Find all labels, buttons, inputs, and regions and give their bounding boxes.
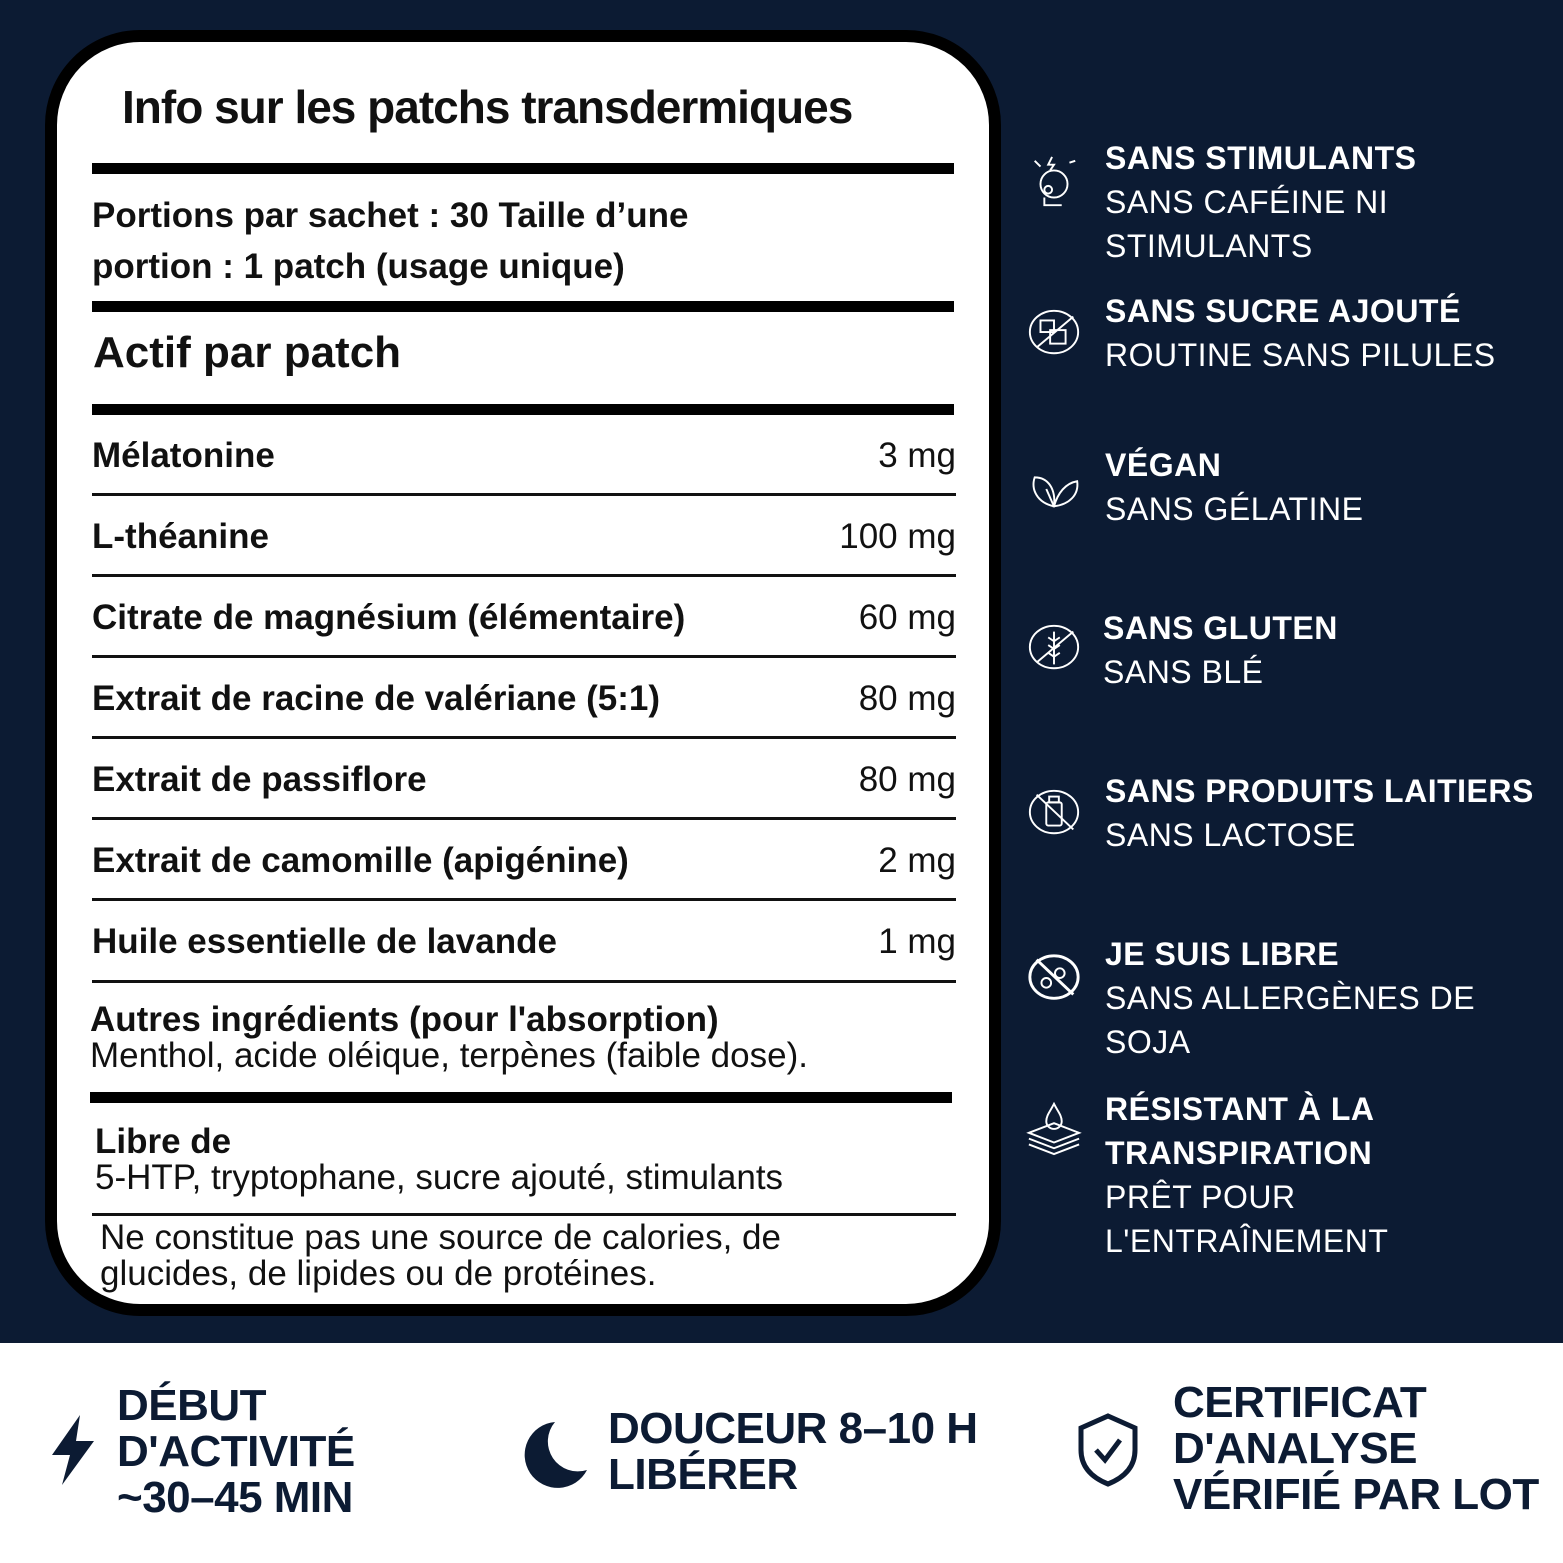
ingredient-name: Extrait de camomille (apigénine) [92, 841, 629, 880]
active-heading: Actif par patch [93, 328, 402, 377]
free-heading: Libre de [95, 1122, 232, 1161]
divider [92, 1213, 956, 1216]
feature-title: SANS GLUTEN [1103, 610, 1338, 646]
other-ingredients [90, 1002, 808, 1074]
divider [92, 163, 954, 174]
ingredient-name: Mélatonine [92, 436, 275, 475]
feature-title: RÉSISTANT À LA [1105, 1091, 1375, 1127]
divider [92, 574, 956, 577]
serving-info [92, 190, 688, 292]
bottom-line: D'ANALYSE [1173, 1424, 1417, 1473]
ingredient-row [92, 841, 956, 881]
panel-title: Info sur les patchs transdermiques [122, 81, 853, 133]
ingredient-amount: 100 mg [839, 517, 956, 556]
no-dairy-icon [1026, 785, 1082, 841]
ingredient-row [92, 679, 956, 719]
leaf-icon [1026, 460, 1082, 516]
bottom-line: DOUCEUR 8–10 H [608, 1404, 978, 1453]
ingredient-name: Citrate de magnésium (élémentaire) [92, 598, 686, 637]
ingredient-amount: 1 mg [878, 922, 956, 961]
bottom-line: VÉRIFIÉ PAR LOT [1173, 1470, 1539, 1519]
no-gluten-icon [1026, 620, 1082, 676]
nutrition-note [100, 1220, 781, 1292]
feature-item [1103, 606, 1338, 694]
feature-title: JE SUIS LIBRE [1105, 936, 1340, 972]
ingredient-amount: 80 mg [858, 679, 956, 718]
serving-line: Portions par sachet : 30 Taille d’une [92, 196, 689, 235]
free-text: 5-HTP, tryptophane, sucre ajouté, stimulants [95, 1158, 784, 1197]
divider [92, 493, 956, 496]
feature-title: VÉGAN [1105, 447, 1222, 483]
moon-icon [523, 1420, 589, 1488]
feature-subtitle: SANS CAFÉINE NI [1105, 184, 1389, 220]
no-sugar-icon [1026, 305, 1082, 361]
feature-item [1105, 932, 1475, 1064]
ingredient-row [92, 598, 956, 638]
sweat-resistant-icon [1026, 1100, 1082, 1156]
feature-item [1105, 443, 1363, 531]
feature-subtitle: SANS LACTOSE [1105, 817, 1356, 853]
feature-subtitle: SOJA [1105, 1024, 1191, 1060]
ingredient-name: L-théanine [92, 517, 269, 556]
divider [92, 980, 956, 983]
bottom-line: CERTIFICAT [1173, 1378, 1427, 1427]
bottom-certificate [1173, 1380, 1539, 1518]
feature-title: SANS PRODUITS LAITIERS [1105, 773, 1534, 809]
other-text: Menthol, acide oléique, terpènes (faible dose). [90, 1036, 808, 1075]
ingredient-name: Extrait de racine de valériane (5:1) [92, 679, 661, 718]
other-heading: Autres ingrédients (pour l'absorption) [90, 1000, 719, 1039]
shield-check-icon [1075, 1412, 1141, 1488]
divider [92, 301, 954, 312]
bottom-onset [117, 1383, 355, 1521]
feature-subtitle: SANS GÉLATINE [1105, 491, 1364, 527]
note-line: Ne constitue pas une source de calories, de [100, 1218, 781, 1257]
feature-subtitle: L'ENTRAÎNEMENT [1105, 1223, 1389, 1259]
divider [90, 1092, 952, 1103]
ingredient-row [92, 760, 956, 800]
free-from [95, 1124, 783, 1196]
feature-item [1105, 769, 1534, 857]
brain-stimulant-icon [1026, 155, 1082, 211]
divider [92, 898, 956, 901]
divider [92, 655, 956, 658]
note-line: glucides, de lipides ou de protéines. [100, 1254, 657, 1293]
feature-subtitle: STIMULANTS [1105, 228, 1313, 264]
divider [92, 736, 956, 739]
ingredient-name: Huile essentielle de lavande [92, 922, 557, 961]
feature-item [1105, 1087, 1388, 1263]
bottom-line: DÉBUT [117, 1381, 267, 1430]
bottom-line: ~30–45 MIN [117, 1473, 353, 1522]
ingredient-amount: 60 mg [858, 598, 956, 637]
ingredient-name: Extrait de passiflore [92, 760, 427, 799]
ingredient-row [92, 436, 956, 476]
bottom-line: LIBÉRER [608, 1450, 798, 1499]
feature-subtitle: SANS BLÉ [1103, 654, 1264, 690]
feature-item [1105, 289, 1496, 377]
ingredient-amount: 80 mg [858, 760, 956, 799]
feature-title: SANS STIMULANTS [1105, 140, 1417, 176]
feature-subtitle: PRÊT POUR [1105, 1179, 1296, 1215]
feature-subtitle: SANS ALLERGÈNES DE [1105, 980, 1476, 1016]
divider [92, 404, 954, 415]
lightning-icon [50, 1415, 96, 1485]
ingredient-amount: 2 mg [878, 841, 956, 880]
ingredient-row [92, 517, 956, 557]
bottom-release [608, 1406, 978, 1498]
feature-item [1105, 136, 1417, 268]
ingredient-row [92, 922, 956, 962]
divider [92, 817, 956, 820]
feature-title: TRANSPIRATION [1105, 1135, 1373, 1171]
ingredient-amount: 3 mg [878, 436, 956, 475]
serving-line: portion : 1 patch (usage unique) [92, 247, 625, 286]
feature-subtitle: ROUTINE SANS PILULES [1105, 337, 1496, 373]
bottom-line: D'ACTIVITÉ [117, 1427, 355, 1476]
no-soy-icon [1026, 950, 1082, 1006]
feature-title: SANS SUCRE AJOUTÉ [1105, 293, 1461, 329]
